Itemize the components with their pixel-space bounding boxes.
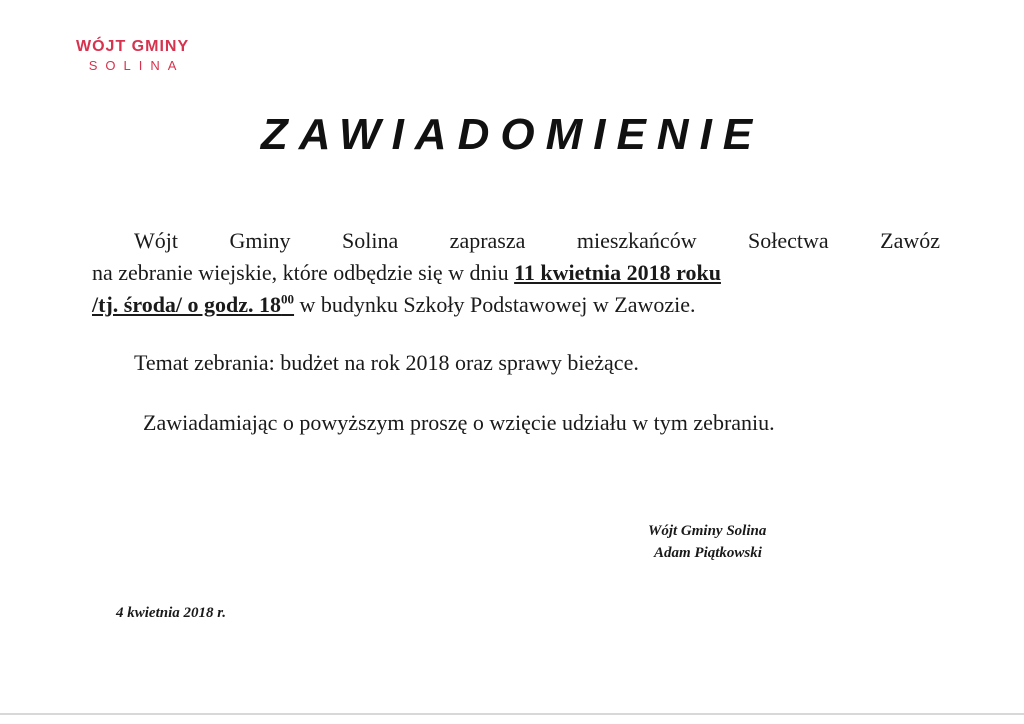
- paragraph-line-1: Wójt Gminy Solina zaprasza mieszkańców Sołectwa Zawóz: [134, 228, 940, 253]
- paragraph-line-3: [92, 289, 940, 321]
- stamp-line-1: WÓJT GMINY: [76, 38, 190, 55]
- attendance-request: Zawiadamiając o powyższym proszę o wzięcie udziału w tym zebraniu.: [143, 410, 775, 435]
- meeting-topic: Temat zebrania: budżet na rok 2018 oraz sprawy bieżące.: [134, 350, 639, 375]
- meeting-day-time: [92, 292, 294, 317]
- meeting-date: 11 kwietnia 2018 roku: [514, 260, 721, 285]
- paragraph-line-2-text: na zebranie wiejskie, które odbędzie się w dniu: [92, 260, 515, 285]
- signature-title: Wójt Gminy Solina: [648, 523, 767, 539]
- wojt-stamp: [76, 38, 189, 73]
- paragraph-line-2: [92, 257, 940, 289]
- signature-name: Adam Piątkowski: [654, 545, 762, 561]
- meeting-time-minutes: 00: [281, 291, 295, 307]
- meeting-location: w budynku Szkoły Podstawowej w Zawozie.: [294, 292, 696, 317]
- document-title: ZAWIADOMIENIE: [260, 110, 764, 159]
- invitation-paragraph: [92, 225, 940, 321]
- stamp-line-2: SOLINA: [88, 58, 185, 73]
- document-date: 4 kwietnia 2018 r.: [116, 605, 227, 621]
- page-edge-divider: [0, 713, 1024, 715]
- signature-block: [648, 520, 766, 564]
- meeting-time: /tj. środa/ o godz. 18: [92, 292, 282, 317]
